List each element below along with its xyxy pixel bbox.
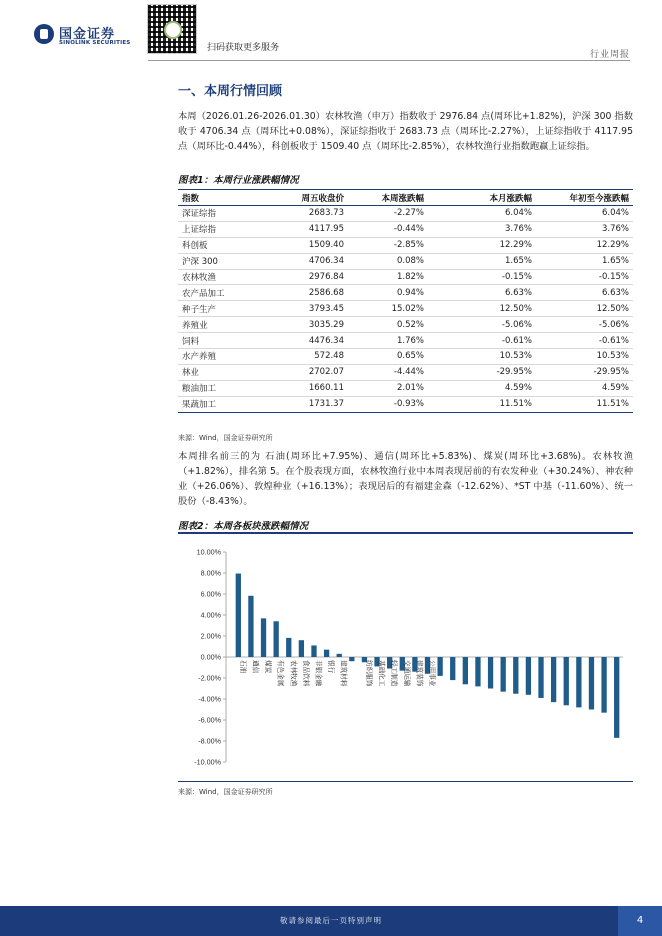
chart-canvas <box>178 536 633 782</box>
chart-bar <box>551 657 556 702</box>
table-cell: 1731.37 <box>273 396 348 412</box>
chart-bar <box>337 654 342 657</box>
table-row <box>178 301 633 317</box>
figure1-source: 来源：Wind，国金证券研究所 <box>178 434 273 442</box>
chart-bar <box>299 640 304 657</box>
table-cell: -2.85% <box>348 237 428 253</box>
table-cell: -5.06% <box>428 317 536 333</box>
figure2-title: 图表2：本周各板块涨跌幅情况 <box>178 521 309 532</box>
table-cell: 1660.11 <box>273 380 348 396</box>
column-header: 周五收盘价 <box>273 190 348 206</box>
table-cell: 0.52% <box>348 317 428 333</box>
table-cell: 6.04% <box>428 206 536 222</box>
chart-bar <box>475 657 480 686</box>
table-cell: 4117.95 <box>273 221 348 237</box>
table-cell: 2976.84 <box>273 269 348 285</box>
y-tick-label: -6.00% <box>198 715 221 725</box>
table-cell: 饲料 <box>178 333 273 349</box>
x-category-label: 石油 <box>238 660 247 674</box>
page-footer <box>0 906 662 936</box>
table-row <box>178 317 633 333</box>
table-cell: -0.61% <box>536 333 633 349</box>
table-cell: -0.15% <box>536 269 633 285</box>
column-header: 年初至今涨跌幅 <box>536 190 633 206</box>
table-cell: 0.94% <box>348 285 428 301</box>
chart-bar <box>450 657 455 680</box>
company-logo <box>34 22 139 50</box>
x-category-label: 有色金属 <box>276 660 285 687</box>
table-row <box>178 396 633 412</box>
market-review-paragraph: 本周（2026.01.26-2026.01.30）农林牧渔（申万）指数收于 2976.84 点(周环比+1.82%)，沪深 300 指数收于 4706.34 点（周环比+0.08%），深证综指收于 2683.73 点（周环比-2.27%），上证综指收于 4117.95 点（周环比-0.44%），科创板收于 1509.40 点（周环比-2.85%），农林牧渔行业指数跑赢上证综指。 <box>178 111 633 152</box>
table-row <box>178 221 633 237</box>
table-cell: 15.02% <box>348 301 428 317</box>
page-header <box>0 0 662 64</box>
sector-bar-chart <box>178 536 633 782</box>
table-cell: 果蔬加工 <box>178 396 273 412</box>
table-cell: 6.04% <box>536 206 633 222</box>
x-category-label: 公用事业 <box>428 660 436 687</box>
table-row <box>178 380 633 396</box>
table-cell: 林业 <box>178 364 273 380</box>
figure2-source: 来源：Wind，国金证券研究所 <box>178 788 273 796</box>
table-cell: -0.61% <box>428 333 536 349</box>
table-cell: -4.44% <box>348 364 428 380</box>
table-row <box>178 237 633 253</box>
table-cell: 4.59% <box>536 380 633 396</box>
table-cell: 6.63% <box>428 285 536 301</box>
table-row <box>178 364 633 380</box>
table-cell: 2586.68 <box>273 285 348 301</box>
table-cell: 农林牧渔 <box>178 269 273 285</box>
chart-bar <box>248 596 253 657</box>
table-body <box>178 206 633 413</box>
table-cell: 深证综指 <box>178 206 273 222</box>
table-cell: -29.95% <box>536 364 633 380</box>
report-type-label: 行业周报 <box>589 50 630 60</box>
table-row <box>178 206 633 222</box>
table-cell: 572.48 <box>273 349 348 365</box>
logo-text-en: SINOLINK SECURITIES <box>59 40 131 46</box>
footer-disclaimer[interactable]: 敬请参阅最后一页特别声明 <box>280 916 382 925</box>
column-header: 指数 <box>178 190 273 206</box>
table-cell: 水产养殖 <box>178 349 273 365</box>
table-header-row <box>178 190 633 206</box>
table-cell: 2.01% <box>348 380 428 396</box>
table-cell: 1.76% <box>348 333 428 349</box>
figure2-top-rule <box>178 532 633 534</box>
table-cell: 1.65% <box>536 253 633 269</box>
chart-bar <box>286 638 291 657</box>
chart-bar <box>614 657 619 738</box>
table-cell: -29.95% <box>428 364 536 380</box>
table-cell: 粮油加工 <box>178 380 273 396</box>
chart-bar <box>324 650 329 657</box>
page-number: 4 <box>618 906 662 936</box>
table-row <box>178 333 633 349</box>
y-tick-label: 6.00% <box>200 589 221 599</box>
table-row <box>178 285 633 301</box>
table-cell: -5.06% <box>536 317 633 333</box>
y-tick-label: -8.00% <box>198 736 221 746</box>
x-category-label: 建筑材料 <box>339 660 348 687</box>
y-tick-label: -2.00% <box>198 673 221 683</box>
x-category-label: 非银金融 <box>314 660 323 687</box>
x-category-label: 基础化工 <box>377 660 386 687</box>
chart-bar <box>513 657 518 694</box>
table-cell: 2702.07 <box>273 364 348 380</box>
table-cell: 3035.29 <box>273 317 348 333</box>
chart-bar <box>501 657 506 692</box>
table-cell: 3.76% <box>428 221 536 237</box>
table-cell: 3793.45 <box>273 301 348 317</box>
table-cell: 0.08% <box>348 253 428 269</box>
qr-code-icon[interactable] <box>147 4 197 54</box>
column-header: 本月涨跌幅 <box>428 190 536 206</box>
x-category-label: 纺织服饰 <box>364 660 373 687</box>
x-category-label: 交通运输 <box>402 660 411 687</box>
y-tick-label: 10.00% <box>196 547 221 557</box>
chart-bar <box>437 657 442 676</box>
y-tick-label: -4.00% <box>198 694 221 704</box>
x-category-label: 通信 <box>251 660 260 674</box>
x-category-label: 建筑装饰 <box>415 660 424 687</box>
x-category-label: 银行 <box>327 660 336 674</box>
table-cell: 养殖业 <box>178 317 273 333</box>
table-cell: 6.63% <box>536 285 633 301</box>
chart-bar <box>576 657 581 707</box>
sector-ranking-paragraph: 本周排名前三的为 石油(周环比+7.95%)、通信(周环比+5.83%)、煤炭(周环比+3.68%)。农林牧渔（+1.82%），排名第 5。在个股表现方面，农林牧渔行业中本周表现居前的有农发种业（+30.24%）、神农种业（+26.06%）、敦煌种业（+16.13%）；表现居后的有福建金森（-12.62%）、*ST 中基（-11.60%）、统一股份（-8.43%）。 <box>178 451 633 507</box>
x-category-label: 煤炭 <box>264 660 273 674</box>
table-cell: 4476.34 <box>273 333 348 349</box>
table-cell: 沪深 300 <box>178 253 273 269</box>
chart-bar <box>564 657 569 705</box>
index-performance-table <box>178 189 633 413</box>
table-cell: 12.50% <box>536 301 633 317</box>
table-cell: 12.29% <box>536 237 633 253</box>
chart-bar <box>601 657 606 713</box>
header-divider <box>148 60 630 61</box>
chart-bar <box>236 574 241 657</box>
table-cell: 11.51% <box>536 396 633 412</box>
table-row <box>178 269 633 285</box>
x-category-label: 食品饮料 <box>301 660 310 687</box>
table-cell: 农产品加工 <box>178 285 273 301</box>
table-cell: 11.51% <box>428 396 536 412</box>
table-cell: -0.15% <box>428 269 536 285</box>
table-cell: 4.59% <box>428 380 536 396</box>
table-cell: 0.65% <box>348 349 428 365</box>
chart-bar <box>589 657 594 710</box>
column-header: 本周涨跌幅 <box>348 190 428 206</box>
table-cell: 科创板 <box>178 237 273 253</box>
table-cell: 12.50% <box>428 301 536 317</box>
table-cell: 上证综指 <box>178 221 273 237</box>
table-row <box>178 253 633 269</box>
y-tick-label: 0.00% <box>200 652 221 662</box>
chart-bar <box>349 657 354 661</box>
chart-bar <box>463 657 468 684</box>
chart-bar <box>526 657 531 695</box>
table-cell: 10.53% <box>536 349 633 365</box>
table-cell: 1509.40 <box>273 237 348 253</box>
chart-bar <box>311 645 316 657</box>
table-cell: 1.82% <box>348 269 428 285</box>
table-cell: -2.27% <box>348 206 428 222</box>
table-cell: 3.76% <box>536 221 633 237</box>
y-tick-label: 4.00% <box>200 610 221 620</box>
y-tick-label: 2.00% <box>200 631 221 641</box>
y-tick-label: 8.00% <box>200 568 221 578</box>
logo-text-cn: 国金证券 <box>59 27 116 42</box>
table-cell: 12.29% <box>428 237 536 253</box>
table-cell: -0.93% <box>348 396 428 412</box>
x-category-label: 轻工制造 <box>390 660 399 687</box>
figure1-title: 图表1：本周行业涨跌幅情况 <box>178 175 299 186</box>
x-category-label: 农林牧渔 <box>289 660 298 687</box>
chart-bar <box>488 657 493 689</box>
chart-bar <box>538 657 543 698</box>
table-cell: 4706.34 <box>273 253 348 269</box>
section-title: 一、本周行情回顾 <box>178 84 283 99</box>
y-tick-label: -10.00% <box>194 757 221 767</box>
qr-caption: 扫码获取更多服务 <box>207 43 280 53</box>
chart-bar <box>273 621 278 657</box>
table-cell: 2683.73 <box>273 206 348 222</box>
table-cell: -0.44% <box>348 221 428 237</box>
table-cell: 种子生产 <box>178 301 273 317</box>
table-cell: 1.65% <box>428 253 536 269</box>
table-row <box>178 349 633 365</box>
table-cell: 10.53% <box>428 349 536 365</box>
chart-bar <box>261 618 266 657</box>
logo-mark-icon <box>34 24 54 44</box>
